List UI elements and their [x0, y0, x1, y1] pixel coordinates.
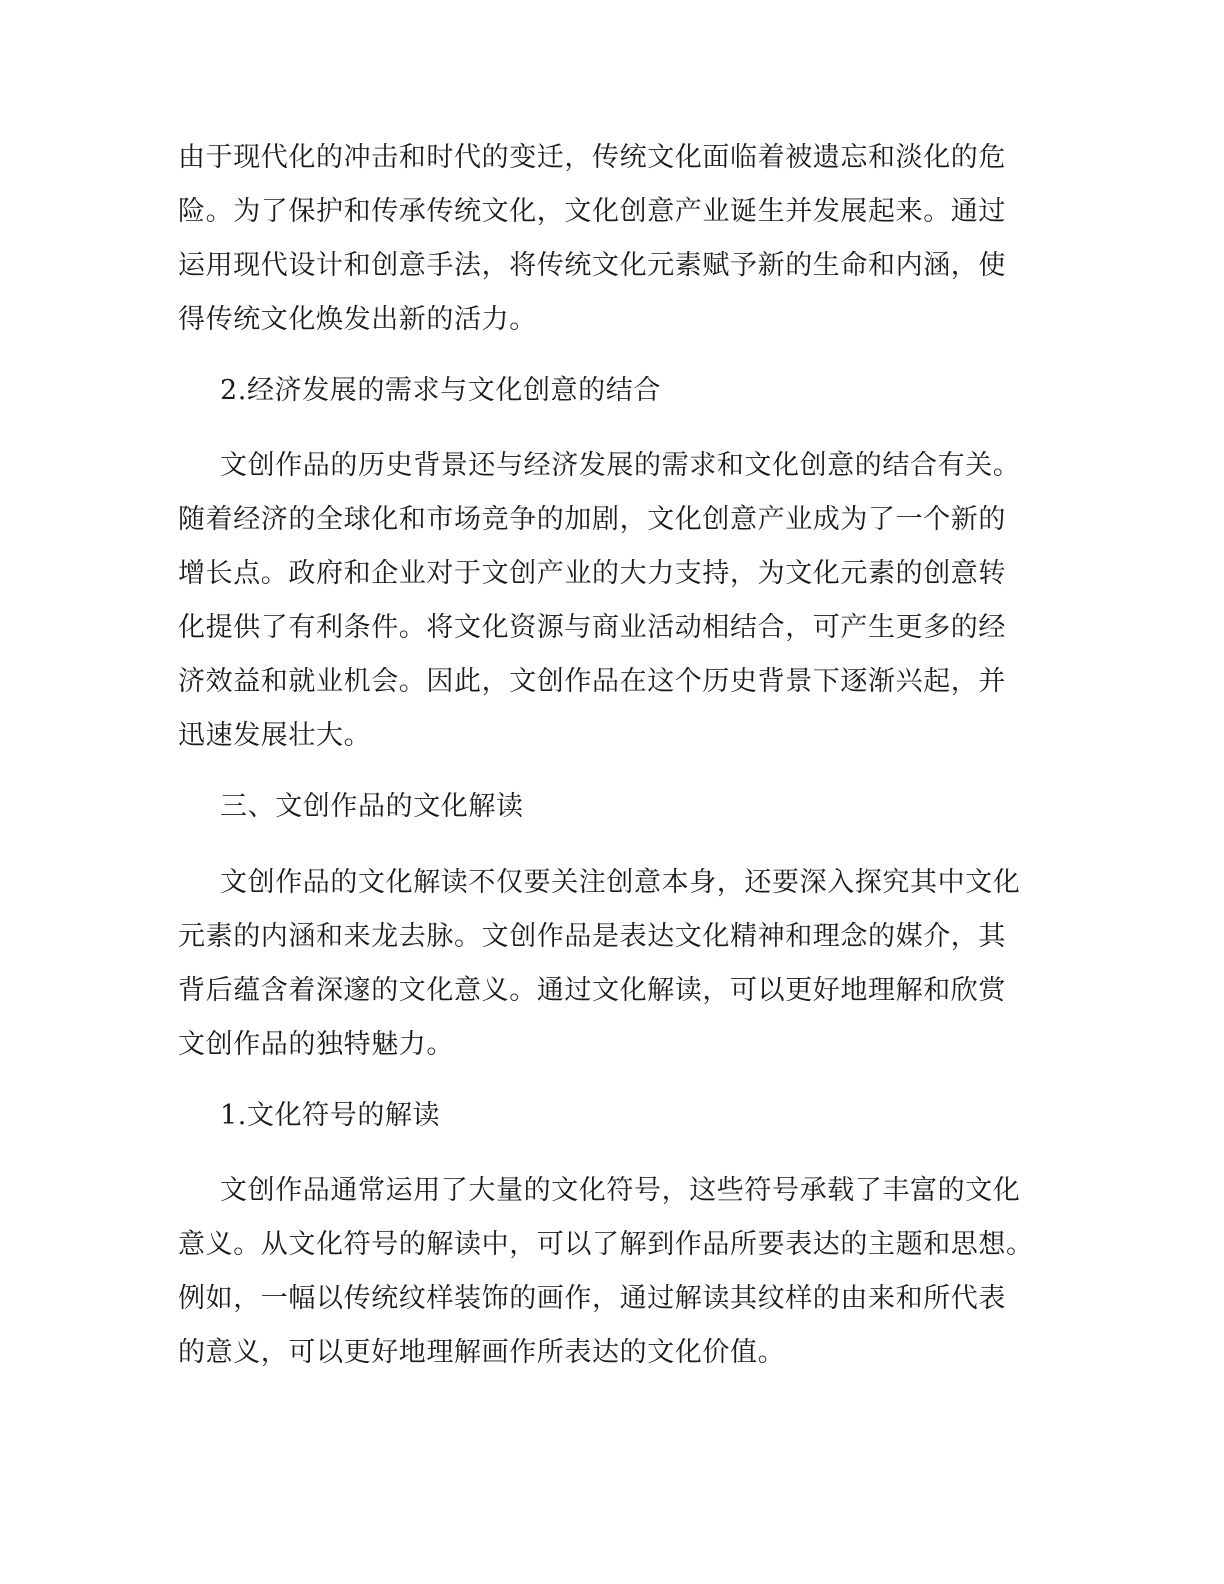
paragraph-line: 运用现代设计和创意手法，将传统文化元素赋予新的生命和内涵，使: [178, 250, 1006, 281]
section-heading: 1.文化符号的解读: [220, 1100, 441, 1131]
paragraph-line: 由于现代化的冲击和时代的变迁，传统文化面临着被遗忘和淡化的危: [178, 142, 1006, 173]
paragraph-line: 随着经济的全球化和市场竞争的加剧，文化创意产业成为了一个新的: [178, 504, 1006, 535]
paragraph-line: 文创作品通常运用了大量的文化符号，这些符号承载了丰富的文化: [220, 1175, 1021, 1206]
paragraph-line: 的意义，可以更好地理解画作所表达的文化价值。: [178, 1337, 786, 1368]
paragraph-line: 背后蕴含着深邃的文化意义。通过文化解读，可以更好地理解和欣赏: [178, 975, 1006, 1006]
paragraph-line: 得传统文化焕发出新的活力。: [178, 304, 537, 335]
paragraph-line: 文创作品的历史背景还与经济发展的需求和文化创意的结合有关。: [220, 450, 1021, 481]
section-heading: 2.经济发展的需求与文化创意的结合: [220, 375, 661, 406]
paragraph-line: 元素的内涵和来龙去脉。文创作品是表达文化精神和理念的媒介，其: [178, 921, 1006, 952]
paragraph-line: 文创作品的独特魅力。: [178, 1029, 454, 1060]
paragraph-line: 增长点。政府和企业对于文创产业的大力支持，为文化元素的创意转: [178, 558, 1006, 589]
paragraph-line: 意义。从文化符号的解读中，可以了解到作品所要表达的主题和思想。: [178, 1229, 1034, 1260]
paragraph-line: 险。为了保护和传承传统文化，文化创意产业诞生并发展起来。通过: [178, 196, 1006, 227]
paragraph-line: 化提供了有利条件。将文化资源与商业活动相结合，可产生更多的经: [178, 612, 1006, 643]
paragraph-line: 迅速发展壮大。: [178, 720, 372, 751]
paragraph-line: 文创作品的文化解读不仅要关注创意本身，还要深入探究其中文化: [220, 867, 1021, 898]
paragraph-line: 例如，一幅以传统纹样装饰的画作，通过解读其纹样的由来和所代表: [178, 1283, 1006, 1314]
paragraph-line: 济效益和就业机会。因此，文创作品在这个历史背景下逐渐兴起，并: [178, 666, 1006, 697]
section-heading: 三、文创作品的文化解读: [220, 791, 524, 822]
